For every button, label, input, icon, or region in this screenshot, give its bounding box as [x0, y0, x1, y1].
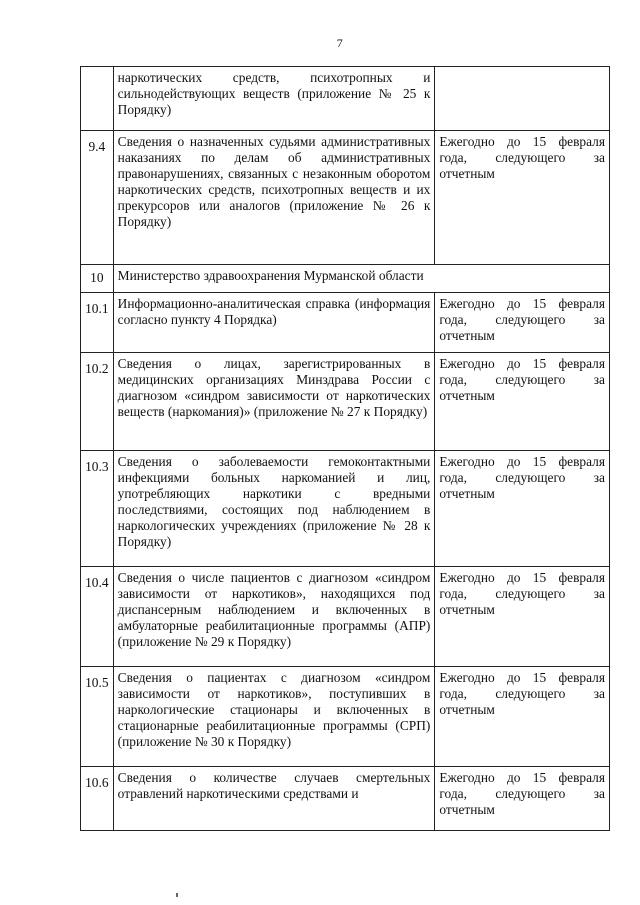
row-number: 9.4: [81, 131, 114, 265]
row-number: 10.3: [81, 451, 114, 567]
row-deadline-text: Ежегодно до 15 февраля года, следующего за отчетным: [439, 356, 605, 403]
row-number: 10.4: [81, 567, 114, 667]
row-deadline: [435, 131, 610, 265]
row-description-text: Сведения о заболеваемости гемоконтактными инфекциями больных наркоманией и лиц, употребляющих наркотики с вредными последствиями, состоящих под наблюдением в наркологических учреждениях (приложение № 28 к Порядку): [117, 454, 431, 549]
row-deadline: [435, 451, 610, 567]
row-number: 10.1: [81, 293, 114, 353]
section-title: Министерство здравоохранения Мурманской области: [113, 265, 609, 293]
row-description-text: Сведения о числе пациентов с диагнозом «синдром зависимости от наркотиков», находящихся под диспансерным наблюдением и включенных в амбулаторные реабилитационные программы (АПР) (приложение № 29 к Порядку): [117, 570, 431, 649]
table-row: [81, 667, 610, 767]
row-deadline-text: Ежегодно до 15 февраля года, следующего за отчетным: [439, 670, 605, 717]
scan-mark: [176, 893, 178, 897]
row-deadline-text: Ежегодно до 15 февраля года, следующего за отчетным: [439, 770, 605, 817]
row-description-text: Сведения о назначенных судьями административных наказаниях по делам об административных правонарушениях, связанных с незаконным оборотом наркотических средств, психотропных веществ и их прекурсоров или аналогов (приложение № 26 к Порядку): [117, 134, 431, 229]
row-description: [113, 567, 435, 667]
row-description: [113, 67, 435, 131]
row-description-text: Сведения о пациентах с диагнозом «синдром зависимости от наркотиков», поступивших в наркологические стационары и включенных в стационарные реабилитационные программы (СРП) (приложение № 30 к Порядку): [117, 670, 431, 749]
table-row: [81, 67, 610, 131]
row-number: 10.2: [81, 353, 114, 451]
row-deadline: [435, 67, 610, 131]
table-row: [81, 293, 610, 353]
section-number: 10: [81, 265, 114, 293]
row-description: [113, 353, 435, 451]
row-number: 10.5: [81, 667, 114, 767]
row-number: 10.6: [81, 767, 114, 831]
row-deadline-text: Ежегодно до 15 февраля года, следующего за отчетным: [439, 296, 605, 343]
row-deadline: [435, 293, 610, 353]
row-description: [113, 451, 435, 567]
row-description: [113, 667, 435, 767]
table-row: [81, 353, 610, 451]
row-deadline: [435, 353, 610, 451]
row-deadline-text: Ежегодно до 15 февраля года, следующего за отчетным: [439, 134, 605, 181]
row-deadline: [435, 567, 610, 667]
row-deadline: [435, 667, 610, 767]
page-number: 7: [336, 36, 344, 50]
row-description: [113, 131, 435, 265]
row-description-text: Информационно-аналитическая справка (информация согласно пункту 4 Порядка): [117, 296, 431, 327]
table-row: [81, 131, 610, 265]
section-row: [81, 265, 610, 293]
row-deadline-text: Ежегодно до 15 февраля года, следующего за отчетным: [439, 454, 605, 501]
row-description-text: Сведения о лицах, зарегистрированных в медицинских организациях Минздрава России с диагнозом «синдром зависимости от наркотических веществ (наркомания)» (приложение № 27 к Порядку): [117, 356, 431, 419]
reporting-table: [80, 66, 610, 831]
row-description-text: наркотических средств, психотропных и сильнодействующих веществ (приложение № 25 к Порядку): [117, 70, 431, 117]
row-number: [81, 67, 114, 131]
row-deadline-text: Ежегодно до 15 февраля года, следующего за отчетным: [439, 570, 605, 617]
table-row: [81, 567, 610, 667]
table-row: [81, 451, 610, 567]
row-deadline: [435, 767, 610, 831]
row-description: [113, 293, 435, 353]
table-row: [81, 767, 610, 831]
row-description-text: Сведения о количестве случаев смертельных отравлений наркотическими средствами и: [117, 770, 431, 801]
row-description: [113, 767, 435, 831]
